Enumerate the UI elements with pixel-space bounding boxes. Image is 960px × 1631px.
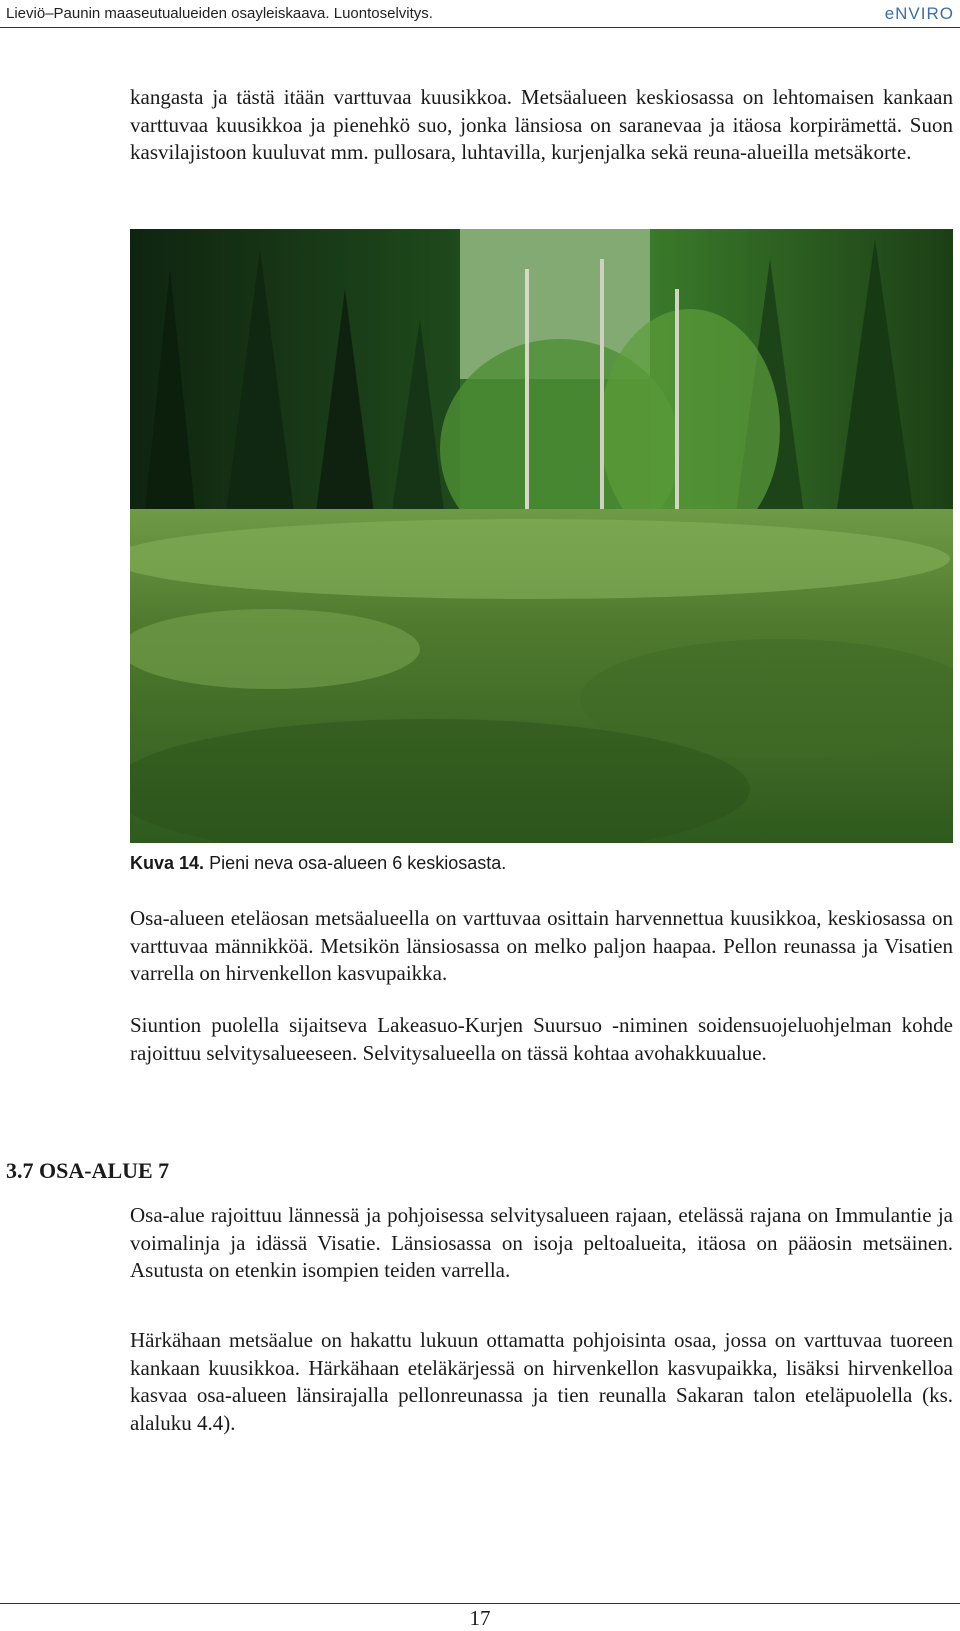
section-heading: 3.7 OSA-ALUE 7 (6, 1158, 170, 1183)
paragraph-southern-part: Osa-alueen eteläosan metsäalueella on varttuvaa osittain harvennettua kuusikkoa, keskiosassa on varttuvaa männikköä. Metsikön länsiosassa on melko paljon haapaa. Pellon reunassa ja Visatien varrella on hirvenkellon kasvupaikka. (130, 906, 953, 985)
page-number: 17 (469, 1606, 491, 1630)
figure-label: Kuva 14. (130, 853, 205, 873)
meadow-photo (130, 229, 953, 843)
header-divider (0, 27, 960, 28)
figure-caption-text: Pieni neva osa-alueen 6 keskiosasta. (209, 853, 507, 873)
footer-divider (0, 1603, 960, 1604)
paragraph-siuntio: Siuntion puolella sijaitseva Lakeasuo-Kurjen Suursuo -niminen soidensuojeluohjelman kohde rajoittuu selvitysalueeseen. Selvitysalueella on tässä kohtaa avohakkuualue. (130, 1013, 953, 1065)
paragraph-harkahaa: Härkähaan metsäalue on hakattu lukuun ottamatta pohjoisinta osaa, jossa on varttuvaa tuoreen kankaan kuusikkoa. Härkähaan eteläkärjessä on hirvenkellon kasvupaikka, lisäksi hirvenkelloa kasvaa osa-alueen länsirajalla pellonreunassa ja tien reunalla Sakaran talon eteläpuolella (ks. alaluku 4.4). (130, 1328, 953, 1435)
enviro-logo: eNVIRO (884, 4, 954, 23)
paragraph-subarea-7: Osa-alue rajoittuu lännessä ja pohjoisessa selvitysalueen rajaan, etelässä rajana on Immulantie ja voimalinja ja idässä Visatie. Länsiosassa on isoja peltoalueita, itäosa on pääosin metsäinen. Asutusta on etenkin isompien teiden varrella. (130, 1203, 953, 1282)
document-title: Lieviö–Paunin maaseutualueiden osayleiskaava. Luontoselvitys. (6, 5, 433, 22)
figure-caption (130, 853, 506, 874)
page-header (0, 0, 960, 26)
paragraph-forest-area: kangasta ja tästä itään varttuvaa kuusikkoa. Metsäalueen keskiosassa on lehtomaisen kankaan varttuvaa kuusikkoa ja pienehkö suo, jonka länsiosa on saranevaa ja itäosa korpirämettä. Suon kasvilajistoon kuuluvat mm. pullosara, luhtavilla, kurjenjalka sekä reuna-alueilla metsäkorte. (130, 85, 953, 164)
